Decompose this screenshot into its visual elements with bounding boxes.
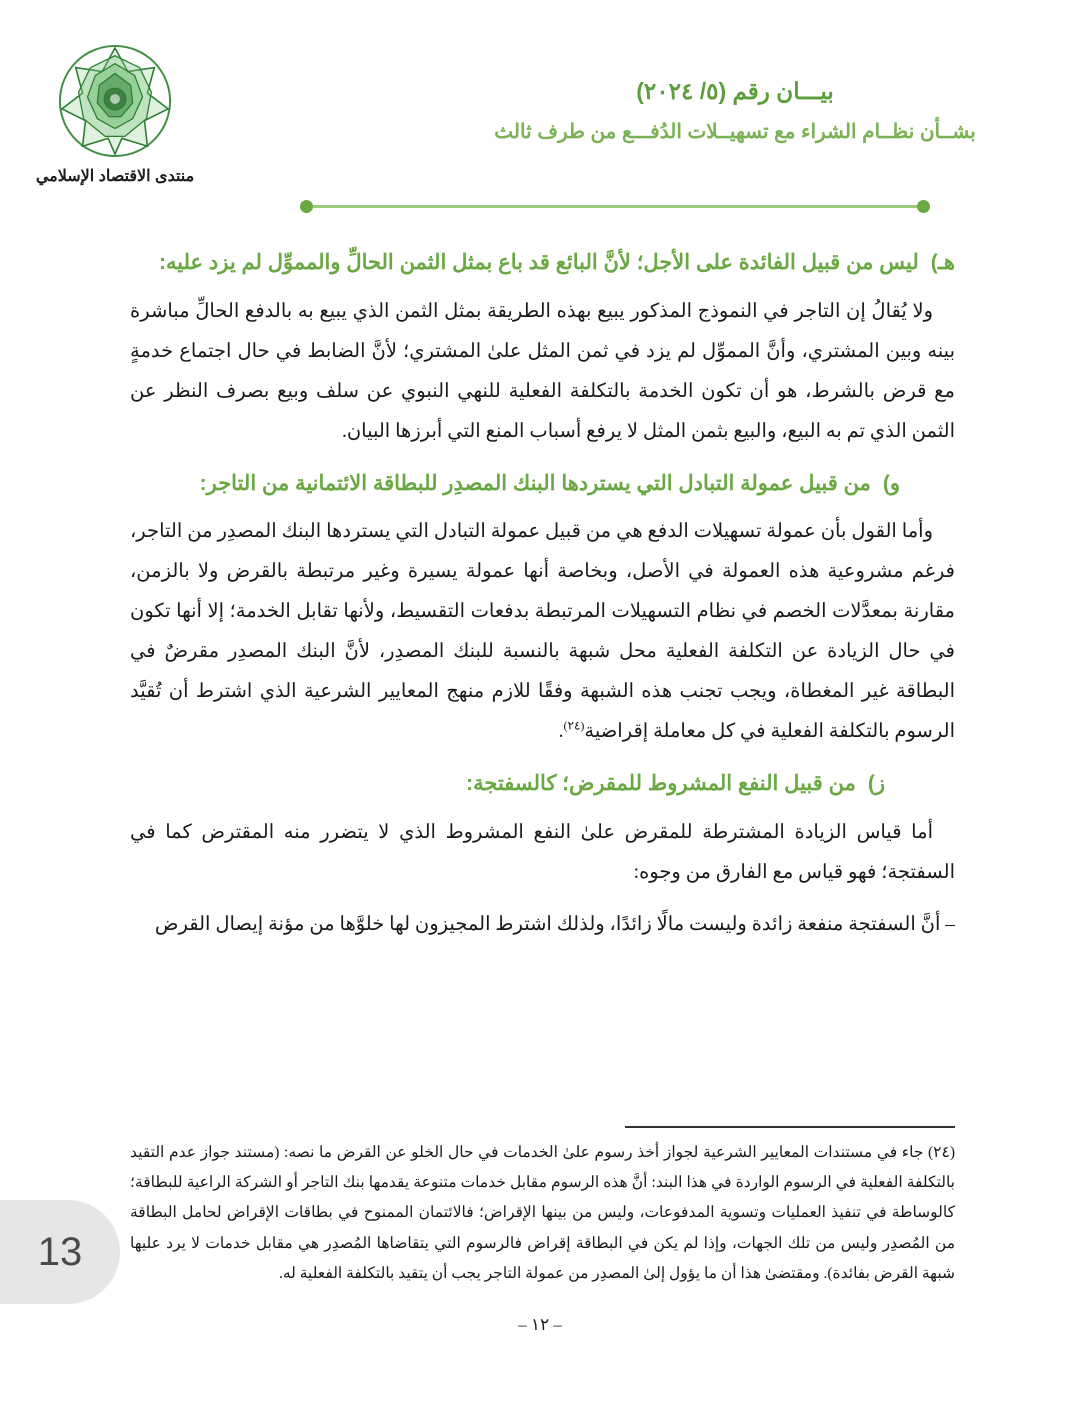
section-marker-heh: هـ) bbox=[930, 251, 955, 274]
divider-line bbox=[313, 205, 917, 208]
title-block bbox=[350, 42, 1080, 144]
header-divider bbox=[300, 200, 930, 213]
document-body bbox=[0, 213, 1080, 945]
section-heading-text-zay: من قبيل النفع المشروط للمقرض؛ كالسفتجة: bbox=[466, 772, 856, 796]
section-heading-text-heh: ليس من قبيل الفائدة على الأجل؛ لأنَّ البائع قد باع بمثل الثمن الحالِّ والمموِّل لم يزد عليه: bbox=[158, 251, 919, 274]
paragraph-heh-1: ولا يُقالُ إن التاجر في النموذج المذكور يبيع بهذه الطريقة بمثل الثمن الذي يبيع به بالدفع الحالِّ مباشرة بينه وبين المشتري، وأنَّ المموِّل لم يزد في ثمن المثل علىٰ المشتري؛ لأنَّ الضابط في حال اجتماع خدمةٍ مع قرض بالشرط، هو أن تكون الخدمة بالتكلفة الفعلية للنهي النبوي عن سلف وبيع بصرف النظر عن الثمن الذي تم به البيع، والبيع بثمن المثل لا يرفع أسباب المنع التي أبرزها البيان. bbox=[130, 300, 955, 442]
footnote-zone bbox=[130, 1126, 955, 1289]
footnote-separator bbox=[625, 1126, 955, 1128]
paragraph-waw-1: وأما القول بأن عمولة تسهيلات الدفع هي من قبيل عمولة التبادل التي يستردها البنك المصدِر من التاجر، فرغم مشروعية هذه العمولة في الأصل، وبخاصة أنها عمولة يسيرة وغير مرتبطة بالقرض ولا بالزمن، مقارنة بمعدَّلات الخصم في نظام التسهيلات المرتبطة بدفعات التقسيط، ولأنها تقابل الخدمة؛ إلا أنها تكون في حال الزيادة عن التكلفة الفعلية محل شبهة بالنسبة للبنك المصدِر، لأنَّ البنك المصدِر مقرضٌ في البطاقة غير المغطاة، ويجب تجنب هذه الشبهة وفقًا للازم منهج المعايير الشرعية الذي اشترط أن تُقيَّد الرسوم بالتكلفة الفعلية في كل معاملة إقراضية$^{(٢٤)}$. bbox=[130, 521, 955, 743]
divider-dot-right bbox=[917, 200, 930, 213]
section-heading-text-waw: من قبيل عمولة التبادل التي يستردها البنك المصدِر للبطاقة الائتمانية من التاجر: bbox=[199, 471, 871, 495]
logo-block bbox=[0, 42, 230, 186]
list-item: – أنَّ السفتجة منفعة زائدة وليست مالًا زائدًا، ولذلك اشترط المجيزون لها خلوَّها من مؤنة إيصال القرض bbox=[154, 913, 955, 935]
section-heading-waw bbox=[130, 466, 955, 503]
section-marker-waw: و) bbox=[882, 471, 900, 495]
paragraph-waw-1-text: وأما القول بأن عمولة تسهيلات الدفع هي من قبيل عمولة التبادل التي يستردها البنك المصدِر من التاجر، فرغم مشروعية هذه العمولة في الأصل، وبخاصة أنها عمولة يسيرة وغير مرتبطة بالقرض ولا بالزمن، مقارنة بمعدَّلات الخصم في نظام التسهيلات المرتبطة بدفعات التقسيط، ولأنها تقابل الخدمة؛ إلا أنها تكون في حال الزيادة عن التكلفة الفعلية محل شبهة بالنسبة للبنك المصدِر، لأنَّ البنك المصدِر مقرضٌ في البطاقة غير المغطاة، ويجب تجنب هذه الشبهة وفقًا للازم منهج المعايير الشرعية الذي اشترط أن تُقيَّد الرسوم بالتكلفة الفعلية في كل معاملة إقراضية bbox=[130, 521, 955, 743]
document-title: بيـــان رقم (٥/ ٢٠٢٤) bbox=[636, 78, 834, 104]
section-marker-zay: ز) bbox=[867, 772, 885, 796]
footnote-text: (٢٤) جاء في مستندات المعايير الشرعية لجواز أخذ رسوم علىٰ الخدمات في حال الخلو عن القرض ما نصه: (مستند جواز عدم التقيد بالتكلفة الفعلية في الرسوم الواردة في هذا البند: أنَّ هذه الرسوم مقابل خدمات متنوعة يقدمها بنك التاجر أو الشركة الراعية للبطاقة؛ كالوساطة في تنفيذ العمليات وتسوية المدفوعات، وليس من بينها الإقراض؛ فالائتمان الممنوح في بطاقات الإقراض لحامل البطاقة من المُصدِر وليس من تلك الجهات، وإذا لم يكن في البطاقة إقراض فالرسوم التي يتقاضاها المُصدِر هي مقابل خدمات لا يرد عليها شبهة القرض بفائدة). ومقتضىٰ هذا أن ما يؤول إلىٰ المصدِر من عمولة التاجر يجب أن يتقيد بالتكلفة الفعلية له. bbox=[130, 1143, 955, 1282]
organization-name: منتدى الاقتصاد الإسلامي bbox=[35, 168, 195, 185]
paragraph-zay-1: أما قياس الزيادة المشترطة للمقرض علىٰ النفع المشروط الذي لا يتضرر منه المقترض كما في السفتجة؛ فهو قياس مع الفارق من وجوه: bbox=[130, 821, 955, 883]
page-number-footer: – ١٢ – bbox=[518, 1315, 562, 1334]
section-heading-heh bbox=[130, 245, 955, 282]
page-number-tab[interactable]: 13 bbox=[0, 1200, 120, 1304]
section-heading-zay bbox=[130, 766, 955, 803]
islamic-star-rosette-icon bbox=[56, 42, 174, 160]
divider-dot-left bbox=[300, 200, 313, 213]
footnote-reference-24: (٢٤) bbox=[563, 718, 585, 733]
document-header bbox=[0, 0, 1080, 186]
document-subtitle: بشــأن نظــام الشراء مع تسهيــلات الدُفـــع من طرف ثالث bbox=[494, 121, 976, 143]
